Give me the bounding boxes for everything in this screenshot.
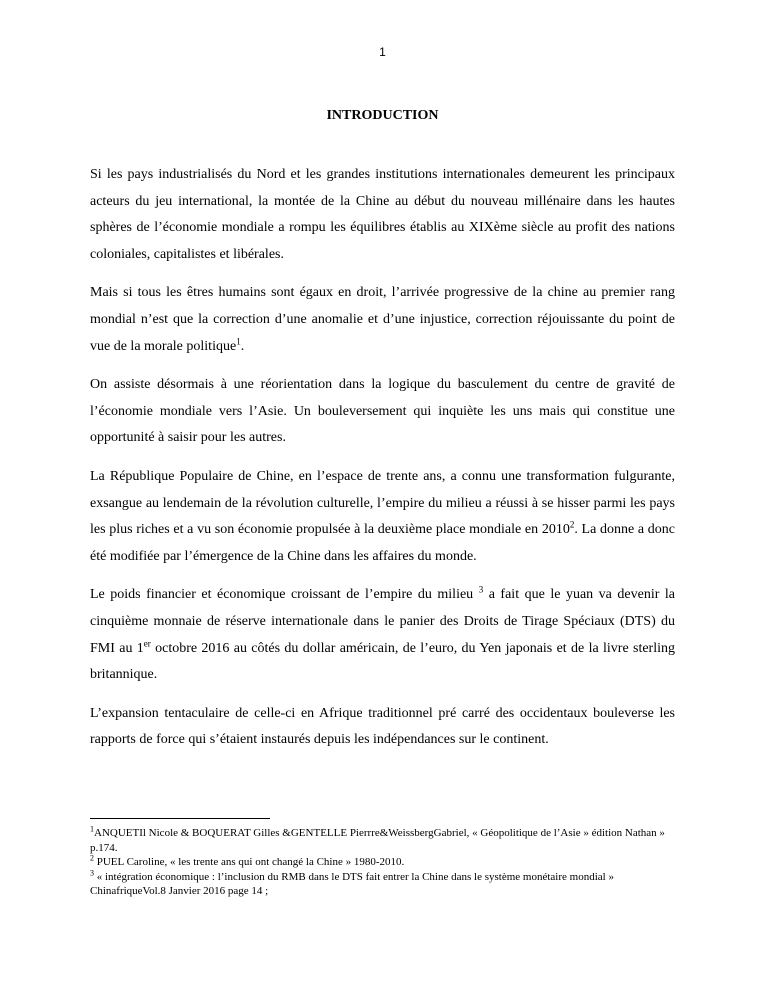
footnote — [90, 855, 675, 870]
paragraph-text: La République Populaire de Chine, en l’espace de trente ans, a connu une transformation fulgurante, exsangue au lendemain de la révolution culturelle, l’empire du milieu a réussi à se hisser parmi les pays les plus riches et a vu son économie propulsée à la deuxième place mondiale en 2010 — [90, 468, 675, 538]
paragraph — [90, 162, 675, 268]
footnote-marker: 2 — [90, 853, 94, 863]
footnote-separator — [90, 818, 270, 819]
section-title — [0, 108, 765, 124]
paragraph-text: Mais si tous les êtres humains sont égaux en droit, l’arrivée progressive de la chine au premier rang mondial n’est que la correction d’une anomalie et d’une injustice, correction réjouissante du point de vue de la morale politique — [90, 285, 675, 354]
page-number: 1 — [379, 45, 386, 59]
footnote-text: « intégration économique : l’inclusion du RMB dans le DTS fait entrer la Chine dans le système monétaire mondial » ChinafriqueVol.8 Janvier 2016 page 14 ; — [90, 870, 614, 897]
paragraph-text: a fait que le yuan va devenir la cinquième monnaie de réserve internationale dans le panier des Droits de Tirage Spéciaux (DTS) du FMI au 1 — [90, 587, 675, 656]
paragraph — [90, 701, 675, 754]
footnote-text: PUEL Caroline, « les trente ans qui ont changé la Chine » 1980-2010. — [94, 856, 405, 868]
footnote-reference[interactable]: 2 — [569, 519, 575, 530]
paragraph — [90, 372, 675, 452]
footnote-marker: 1 — [90, 824, 94, 834]
paragraph-text: . — [240, 338, 245, 354]
footnote-text: ANQUETIl Nicole & BOQUERAT Gilles &GENTELLE Pierrre&WeissbergGabriel, « Géopolitique de l’Asie » édition Nathan » p.174. — [90, 827, 665, 854]
paragraph-text: octobre 2016 au côtés du dollar américain, de l’euro, du Yen japonais et de la livre sterling britannique. — [90, 640, 675, 683]
section-title-text: INTRODUCTION — [326, 108, 439, 123]
paragraph-text: L’expansion tentaculaire de celle-ci en Afrique traditionnel pré carré des occidentaux bouleverse les rapports de force qui s’étaient instaurés depuis les indépendances sur le continent. — [90, 705, 675, 748]
footnote-marker: 3 — [90, 867, 94, 877]
paragraph-text: Le poids financier et économique croissant de l’empire du milieu — [90, 587, 479, 603]
paragraph — [90, 582, 675, 688]
paragraph — [90, 464, 675, 570]
ordinal-superscript: er — [143, 637, 151, 648]
footnote-reference[interactable]: 1 — [236, 335, 241, 346]
paragraph — [90, 280, 675, 360]
footnotes — [90, 826, 675, 899]
paragraph-text: On assiste désormais à une réorientation dans la logique du basculement du centre de gravité de l’économie mondiale vers l’Asie. Un bouleversement qui inquiète les uns mais qui constitue une opportunité à saisir pour les autres. — [90, 377, 675, 446]
paragraph-text: Si les pays industrialisés du Nord et les grandes institutions internationales demeurent les principaux acteurs du jeu international, la montée de la Chine au début du nouveau millénaire dans les hautes sphères de l’économie mondiale a rompu les équilibres établis au XIXème siècle au profit des nations coloniales, capitalistes et libérales. — [90, 167, 675, 262]
paragraph-text: . La donne a donc été modifiée par l’émergence de la Chine dans les affaires du monde. — [90, 522, 675, 564]
footnote — [90, 826, 675, 855]
footnote — [90, 867, 675, 899]
body-text — [90, 162, 675, 766]
footnote-reference[interactable]: 3 — [478, 584, 484, 595]
